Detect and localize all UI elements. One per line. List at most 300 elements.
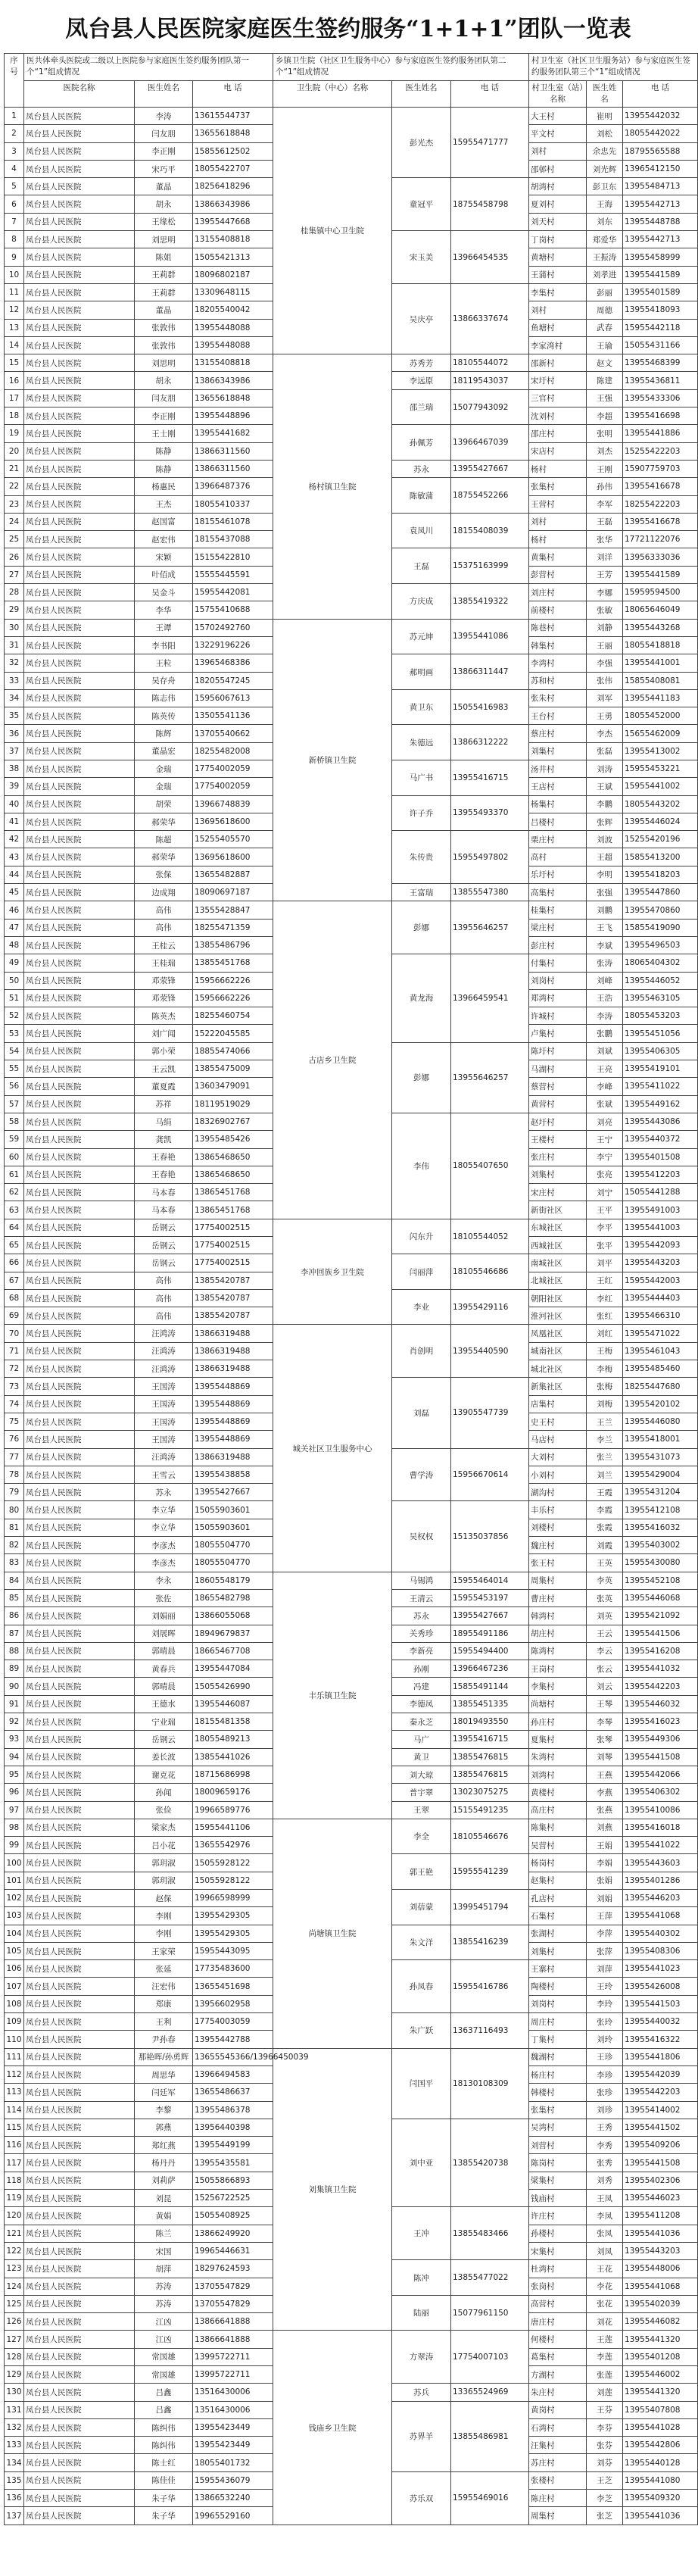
hospital-doctor-phone: 18119519029 [193, 1095, 273, 1113]
village-name: 魏湖村 [529, 2048, 587, 2065]
village-doctor-phone: 13955440032 [623, 2013, 698, 2031]
village-name: 周庄村 [529, 2013, 587, 2031]
hospital-doctor-name: 闫友朋 [135, 389, 193, 407]
village-doctor-phone: 13965412150 [623, 160, 698, 177]
village-name: 刘营村 [529, 2137, 587, 2154]
village-doctor-phone: 13955441886 [623, 425, 698, 442]
hospital-name: 凤台县人民医院 [24, 2260, 135, 2278]
hospital-doctor-name: 汪鸿涛 [135, 1448, 193, 1466]
village-doctor-phone: 13955449162 [623, 1095, 698, 1113]
hospital-doctor-name: 刘展晖 [135, 1625, 193, 1642]
village-doctor-name: 李英 [587, 1572, 623, 1589]
hospital-name: 凤台县人民医院 [24, 407, 135, 425]
village-name: 陈岗村 [529, 2154, 587, 2172]
village-doctor-phone: 13955441320 [623, 2331, 698, 2348]
village-name: 韩集村 [529, 636, 587, 654]
village-doctor-name: 刘秀 [587, 2172, 623, 2189]
row-seq: 106 [5, 1960, 24, 1978]
hospital-name: 凤台县人民医院 [24, 2190, 135, 2207]
village-doctor-phone: 13955484713 [623, 178, 698, 195]
village-name: 吴营村 [529, 1837, 587, 1854]
village-doctor-phone: 13955441320 [623, 2384, 698, 2401]
village-name: 鱼塘村 [529, 319, 587, 336]
hospital-doctor-phone: 13955448869 [193, 1431, 273, 1448]
hospital-name: 凤台县人民医院 [24, 2031, 135, 2048]
hospital-doctor-name: 王桂云 [135, 936, 193, 954]
row-seq: 45 [5, 884, 24, 901]
village-doctor-name: 李军 [587, 495, 623, 513]
village-doctor-name: 刘燕 [587, 1819, 623, 1836]
township-doctor-name: 孙刚 [392, 1660, 451, 1678]
village-doctor-name: 李强 [587, 654, 623, 672]
header-row-columns [5, 81, 698, 108]
village-doctor-phone: 13955420102 [623, 1395, 698, 1413]
township-doctor-phone: 13955416715 [451, 1731, 529, 1748]
hospital-name: 凤台县人民医院 [24, 989, 135, 1007]
village-doctor-name: 张亮 [587, 1166, 623, 1183]
hospital-doctor-name: 王云凯 [135, 1060, 193, 1078]
village-doctor-phone: 13955441003 [623, 1219, 698, 1236]
village-doctor-name: 王海 [587, 195, 623, 213]
village-doctor-phone: 13955441023 [623, 1960, 698, 1978]
village-doctor-phone: 13955443086 [623, 1113, 698, 1130]
village-name: 周集村 [529, 1572, 587, 1589]
village-doctor-phone: 13955446080 [623, 1413, 698, 1430]
village-name: 刘村 [529, 513, 587, 530]
township-doctor-name: 孙佩芳 [392, 425, 451, 461]
township-doctor-phone: 18119543037 [451, 372, 529, 389]
hospital-name: 凤台县人民医院 [24, 1448, 135, 1466]
hospital-doctor-name: 陈英传 [135, 707, 193, 725]
village-name: 乐圩村 [529, 866, 587, 883]
hospital-name: 凤台县人民医院 [24, 936, 135, 954]
row-seq: 130 [5, 2384, 24, 2401]
row-seq: 18 [5, 407, 24, 425]
township-doctor-name: 邵兰瑞 [392, 389, 451, 425]
village-doctor-phone: 13955414002 [623, 2101, 698, 2119]
hospital-doctor-name: 岳钢云 [135, 1254, 193, 1272]
hospital-doctor-phone: 13956440398 [193, 2119, 273, 2136]
header-township-doctor: 医生姓名 [392, 81, 451, 108]
hospital-doctor-phone: 18155481358 [193, 1713, 273, 1731]
hospital-doctor-name: 李立华 [135, 1501, 193, 1519]
village-name: 李家湾村 [529, 336, 587, 354]
township-doctor-name: 黄卫 [392, 1748, 451, 1766]
hospital-doctor-name: 汪鸿涛 [135, 1342, 193, 1360]
township-doctor-phone: 18155408039 [451, 513, 529, 548]
village-doctor-phone: 15955430080 [623, 1554, 698, 1572]
hospital-doctor-phone: 13866319488 [193, 1325, 273, 1342]
village-name: 刘岗村 [529, 1995, 587, 2012]
village-name: 张湖村 [529, 1925, 587, 1942]
village-doctor-phone: 13955402306 [623, 2172, 698, 2189]
village-doctor-phone: 13955441183 [623, 689, 698, 707]
hospital-doctor-phone: 13155408818 [193, 354, 273, 372]
hospital-doctor-name: 王国涛 [135, 1395, 193, 1413]
hospital-name: 凤台县人民医院 [24, 108, 135, 125]
row-seq: 13 [5, 319, 24, 336]
village-doctor-name: 刘兰 [587, 1466, 623, 1483]
village-doctor-phone: 13955441508 [623, 1748, 698, 1766]
hospital-name: 凤台县人民医院 [24, 2154, 135, 2172]
row-seq: 108 [5, 1995, 24, 2012]
village-name: 新街社区 [529, 1201, 587, 1219]
village-doctor-phone: 13955446203 [623, 1889, 698, 1906]
hospital-doctor-name: 郝荣华 [135, 848, 193, 866]
hospital-doctor-phone: 15055903601 [193, 1501, 273, 1519]
village-name: 丁集村 [529, 2031, 587, 2048]
village-doctor-phone: 13955441589 [623, 566, 698, 583]
hospital-doctor-name: 马绢 [135, 1113, 193, 1130]
hospital-name: 凤台县人民医院 [24, 2366, 135, 2384]
hospital-name: 凤台县人民医院 [24, 1184, 135, 1201]
village-doctor-name: 周德 [587, 301, 623, 319]
village-doctor-name: 张梅 [587, 1378, 623, 1395]
hospital-name: 凤台县人民医院 [24, 1237, 135, 1254]
hospital-doctor-name: 张佐 [135, 1589, 193, 1606]
village-doctor-name: 王刚 [587, 460, 623, 477]
hospital-doctor-name: 陈超 [135, 831, 193, 848]
village-name: 张王村 [529, 1554, 587, 1572]
township-doctor-phone: 13855547380 [451, 884, 529, 901]
hospital-doctor-name: 岳钢云 [135, 1237, 193, 1254]
hospital-name: 凤台县人民医院 [24, 1007, 135, 1025]
row-seq: 57 [5, 1095, 24, 1113]
village-doctor-phone: 13955442203 [623, 1678, 698, 1695]
village-doctor-name: 刘凤 [587, 2242, 623, 2259]
village-doctor-phone: 13955441032 [623, 1660, 698, 1678]
village-doctor-name: 张霞 [587, 1519, 623, 1536]
hospital-doctor-name: 常国雄 [135, 2366, 193, 2384]
header-group-township: 乡镇卫生院（社区卫生服务中心）参与家庭医生签约服务团队第二个“1”组成情况 [273, 54, 529, 81]
village-doctor-phone: 13955446024 [623, 813, 698, 830]
village-doctor-phone: 13955442713 [623, 195, 698, 213]
row-seq: 30 [5, 619, 24, 636]
hospital-doctor-name: 王莉群 [135, 266, 193, 283]
hospital-doctor-phone: 18655482798 [193, 1589, 273, 1606]
village-doctor-phone: 13955408306 [623, 1942, 698, 1959]
hospital-name: 凤台县人民医院 [24, 760, 135, 777]
village-doctor-name: 张明 [587, 425, 623, 442]
village-doctor-name: 王燕 [587, 1766, 623, 1783]
village-doctor-name: 王勇 [587, 707, 623, 725]
hospital-doctor-phone: 15955442081 [193, 584, 273, 601]
village-name: 宋店村 [529, 442, 587, 460]
hospital-doctor-phone: 17754002515 [193, 1237, 273, 1254]
hospital-doctor-name: 郭小荣 [135, 1042, 193, 1060]
hospital-doctor-phone: 15222045585 [193, 1025, 273, 1042]
hospital-doctor-phone: 13866311560 [193, 442, 273, 460]
hospital-name: 凤台县人民医院 [24, 1889, 135, 1906]
village-doctor-name: 张花 [587, 2295, 623, 2312]
village-name: 曹庄村 [529, 1589, 587, 1606]
header-hospital-phone: 电 话 [193, 81, 273, 108]
hospital-name: 凤台县人民医院 [24, 1907, 135, 1925]
hospital-doctor-phone: 15055928122 [193, 1854, 273, 1872]
hospital-name: 凤台县人民医院 [24, 231, 135, 248]
village-doctor-name: 王浩 [587, 989, 623, 1007]
hospital-doctor-name: 高伟 [135, 919, 193, 936]
village-doctor-phone: 18055453203 [623, 1007, 698, 1025]
township-doctor-phone: 15077943092 [451, 389, 529, 425]
village-doctor-name: 张玲 [587, 2013, 623, 2031]
village-doctor-phone: 13955448788 [623, 213, 698, 230]
hospital-doctor-phone: 13866343986 [193, 372, 273, 389]
township-doctor-name: 李新亮 [392, 1642, 451, 1660]
township-doctor-name: 苏永 [392, 1607, 451, 1625]
row-seq: 33 [5, 672, 24, 689]
hospital-name: 凤台县人民医院 [24, 1854, 135, 1872]
village-doctor-phone: 13955496503 [623, 936, 698, 954]
village-doctor-phone: 13955441028 [623, 2418, 698, 2436]
village-doctor-phone: 13955411208 [623, 2207, 698, 2225]
village-doctor-name: 张华 [587, 531, 623, 548]
hospital-doctor-phone: 13865451768 [193, 1184, 273, 1201]
hospital-name: 凤台县人民医院 [24, 1484, 135, 1501]
township-doctor-name: 李全 [392, 1819, 451, 1854]
hospital-name: 凤台县人民医院 [24, 742, 135, 760]
village-doctor-name: 张涛 [587, 954, 623, 972]
village-name: 杨庄村 [529, 2065, 587, 2083]
village-doctor-name: 刘涛 [587, 760, 623, 777]
table-row [5, 1819, 698, 1836]
hospital-doctor-phone: 13705547829 [193, 2278, 273, 2295]
row-seq: 59 [5, 1131, 24, 1148]
row-seq: 116 [5, 2137, 24, 2154]
hospital-name: 凤台县人民医院 [24, 584, 135, 601]
row-seq: 103 [5, 1907, 24, 1925]
hospital-doctor-name: 陈兰 [135, 2225, 193, 2242]
village-doctor-name: 张燕 [587, 1801, 623, 1819]
hospital-doctor-phone: 19965446631 [193, 2242, 273, 2259]
row-seq: 102 [5, 1889, 24, 1906]
row-seq: 71 [5, 1342, 24, 1360]
village-name: 刘天村 [529, 213, 587, 230]
village-name: 郑湾村 [529, 989, 587, 1007]
village-name: 王楼村 [529, 1131, 587, 1148]
hospital-doctor-name: 李华 [135, 601, 193, 619]
hospital-doctor-phone: 13655451698 [193, 1978, 273, 1995]
village-doctor-phone: 13955441503 [623, 1995, 698, 2012]
hospital-doctor-phone: 18096802187 [193, 266, 273, 283]
village-doctor-phone: 13955444403 [623, 1289, 698, 1307]
hospital-doctor-phone: 18255471359 [193, 919, 273, 936]
hospital-name: 凤台县人民医院 [24, 2384, 135, 2401]
village-name: 刘湾村 [529, 1766, 587, 1783]
hospital-name: 凤台县人民医院 [24, 1042, 135, 1060]
village-name: 陈集村 [529, 1819, 587, 1836]
village-doctor-phone: 13955431073 [623, 1448, 698, 1466]
village-name: 丰乐村 [529, 1501, 587, 1519]
hospital-name: 凤台县人民医院 [24, 813, 135, 830]
village-name: 高庄村 [529, 1801, 587, 1819]
hospital-name: 凤台县人民医院 [24, 1148, 135, 1166]
village-doctor-phone: 13955421092 [623, 1607, 698, 1625]
row-seq: 135 [5, 2471, 24, 2489]
hospital-doctor-name: 王春艳 [135, 1166, 193, 1183]
village-doctor-name: 李红 [587, 1289, 623, 1307]
village-name: 刘村 [529, 142, 587, 160]
township-doctor-name: 苏元坤 [392, 619, 451, 654]
header-village-name: 村卫生室（站）名称 [529, 81, 587, 108]
village-doctor-name: 刘娟 [587, 1889, 623, 1906]
hospital-doctor-name: 李刚 [135, 1907, 193, 1925]
village-doctor-name: 刘孝进 [587, 266, 623, 283]
row-seq: 42 [5, 831, 24, 848]
village-doctor-name: 李琴 [587, 1713, 623, 1731]
village-doctor-name: 李明 [587, 866, 623, 883]
hospital-name: 凤台县人民医院 [24, 1978, 135, 1995]
hospital-doctor-name: 李正刚 [135, 407, 193, 425]
village-name: 杨村 [529, 531, 587, 548]
village-doctor-name: 刘光辉 [587, 160, 623, 177]
village-name: 汤井村 [529, 760, 587, 777]
village-doctor-phone: 17721122076 [623, 531, 698, 548]
village-doctor-phone: 18055442022 [623, 125, 698, 142]
hospital-name: 凤台县人民医院 [24, 1713, 135, 1731]
hospital-doctor-phone: 15755410688 [193, 601, 273, 619]
village-name: 沈刘村 [529, 407, 587, 425]
village-doctor-name: 王云 [587, 1625, 623, 1642]
township-doctor-phone: 13023075275 [451, 1784, 529, 1801]
hospital-doctor-name: 郭晴晨 [135, 1678, 193, 1695]
hospital-doctor-phone: 13705547829 [193, 2295, 273, 2312]
hospital-doctor-phone: 13655545366/13966450039 [193, 2048, 273, 2065]
village-doctor-phone: 13955458999 [623, 248, 698, 266]
row-seq: 5 [5, 178, 24, 195]
hospital-doctor-name: 苏涛 [135, 2278, 193, 2295]
row-seq: 34 [5, 689, 24, 707]
hospital-doctor-phone: 13966748839 [193, 795, 273, 813]
row-seq: 41 [5, 813, 24, 830]
township-doctor-name: 王冲 [392, 2207, 451, 2260]
hospital-name: 凤台县人民医院 [24, 1572, 135, 1589]
village-doctor-name: 李玲 [587, 1995, 623, 2012]
village-doctor-phone: 15655462009 [623, 725, 698, 742]
hospital-doctor-phone: 15055426990 [193, 1678, 273, 1695]
row-seq: 110 [5, 2031, 24, 2048]
row-seq: 7 [5, 213, 24, 230]
village-doctor-phone: 13955412108 [623, 1501, 698, 1519]
township-doctor-name: 李远原 [392, 372, 451, 389]
hospital-name: 凤台县人民医院 [24, 1413, 135, 1430]
village-doctor-phone: 13955470860 [623, 901, 698, 919]
hospital-doctor-name: 朱子华 [135, 2490, 193, 2507]
row-seq: 17 [5, 389, 24, 407]
village-doctor-phone: 13955418203 [623, 866, 698, 883]
village-name: 桂集村 [529, 901, 587, 919]
township-doctor-phone: 18105546686 [451, 1254, 529, 1290]
village-doctor-phone: 13955409206 [623, 2137, 698, 2154]
village-doctor-name: 李斌 [587, 936, 623, 954]
village-name: 马湖村 [529, 1060, 587, 1078]
village-doctor-phone: 15955442003 [623, 1272, 698, 1289]
hospital-name: 凤台县人民医院 [24, 884, 135, 901]
village-name: 付集村 [529, 954, 587, 972]
hospital-doctor-name: 黄春兵 [135, 1660, 193, 1678]
hospital-doctor-phone: 13955448869 [193, 1413, 273, 1430]
village-doctor-phone: 13955441036 [623, 2507, 698, 2524]
hospital-doctor-name: 岳钢云 [135, 1219, 193, 1236]
village-doctor-phone: 13955429004 [623, 1466, 698, 1483]
village-doctor-phone: 15907759703 [623, 460, 698, 477]
row-seq: 43 [5, 848, 24, 866]
hospital-doctor-phone: 13866249920 [193, 2225, 273, 2242]
hospital-doctor-phone: 13966494583 [193, 2065, 273, 2083]
hospital-doctor-name: 胡永 [135, 195, 193, 213]
hospital-doctor-name: 刘莉萨 [135, 2172, 193, 2189]
row-seq: 93 [5, 1731, 24, 1748]
township-doctor-phone: 13955440590 [451, 1325, 529, 1378]
village-doctor-name: 彭卫东 [587, 178, 623, 195]
hospital-name: 凤台县人民医院 [24, 1060, 135, 1078]
hospital-doctor-phone: 18326902767 [193, 1113, 273, 1130]
village-name: 石湾村 [529, 2418, 587, 2436]
village-name: 邵庄村 [529, 425, 587, 442]
village-doctor-name: 张凤 [587, 2225, 623, 2242]
village-doctor-name: 崔明 [587, 108, 623, 125]
hospital-doctor-name: 尹孙春 [135, 2031, 193, 2048]
hospital-doctor-name: 赵宏伟 [135, 531, 193, 548]
village-name: 尚塘村 [529, 1695, 587, 1713]
row-seq: 117 [5, 2154, 24, 2172]
village-doctor-name: 李芬 [587, 2418, 623, 2436]
hospital-doctor-phone: 13866319488 [193, 1448, 273, 1466]
hospital-doctor-phone: 13955448869 [193, 1378, 273, 1395]
village-name: 张庄村 [529, 1148, 587, 1166]
village-doctor-name: 李莲 [587, 2348, 623, 2365]
township-doctor-name: 郭王艳 [392, 1854, 451, 1890]
hospital-doctor-name: 闫廷军 [135, 2084, 193, 2101]
village-doctor-phone: 13955452108 [623, 1572, 698, 1589]
row-seq: 76 [5, 1431, 24, 1448]
village-doctor-name: 刘云 [587, 1678, 623, 1695]
village-doctor-name: 刘莲 [587, 2384, 623, 2401]
hospital-name: 凤台县人民医院 [24, 1554, 135, 1572]
row-seq: 77 [5, 1448, 24, 1466]
village-doctor-name: 刘芬 [587, 2454, 623, 2471]
township-doctor-name: 童冠平 [392, 178, 451, 231]
hospital-doctor-phone: 18009659176 [193, 1784, 273, 1801]
village-doctor-name: 张伟 [587, 672, 623, 689]
village-name: 刘集村 [529, 1942, 587, 1959]
township-doctor-name: 方庆成 [392, 584, 451, 620]
hospital-name: 凤台县人民医院 [24, 725, 135, 742]
township-doctor-phone: 15956670614 [451, 1448, 529, 1501]
township-doctor-phone: 13905547739 [451, 1378, 529, 1448]
township-doctor-phone: 13955646257 [451, 901, 529, 954]
village-doctor-phone: 13955440302 [623, 1925, 698, 1942]
township-doctor-name: 吴庆亭 [392, 283, 451, 354]
township-doctor-name: 吴权权 [392, 1501, 451, 1572]
village-name: 凤凰社区 [529, 1325, 587, 1342]
township-doctor-name: 闫国平 [392, 2048, 451, 2119]
hospital-doctor-name: 陈佳佳 [135, 2471, 193, 2489]
hospital-doctor-name: 陈静 [135, 442, 193, 460]
hospital-doctor-phone: 13855441026 [193, 1748, 273, 1766]
village-name: 王蒲村 [529, 266, 587, 283]
hospital-doctor-name: 岳钢云 [135, 1731, 193, 1748]
row-seq: 46 [5, 901, 24, 919]
village-doctor-phone: 13955406305 [623, 1042, 698, 1060]
hospital-name: 凤台县人民医院 [24, 2225, 135, 2242]
village-name: 黄营村 [529, 1095, 587, 1113]
village-name: 周集村 [529, 2507, 587, 2524]
township-doctor-name: 陆丽 [392, 2295, 451, 2331]
row-seq: 28 [5, 584, 24, 601]
village-name: 王寨村 [529, 1960, 587, 1978]
village-doctor-name: 王琴 [587, 1695, 623, 1713]
